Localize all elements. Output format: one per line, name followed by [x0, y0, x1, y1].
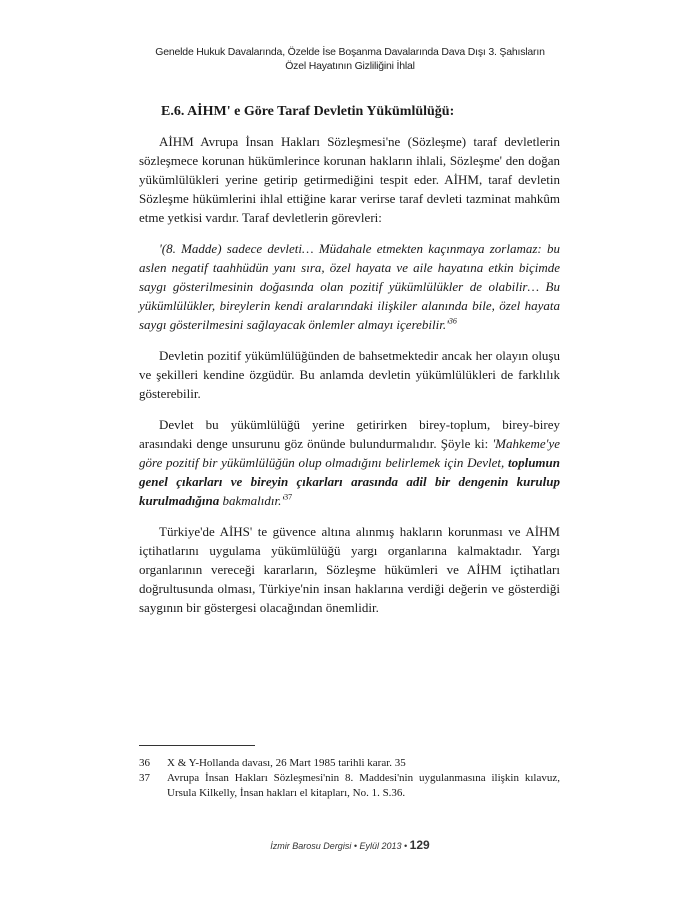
paragraph-1: AİHM Avrupa İnsan Hakları Sözleşmesi'ne (Sözleşme) taraf devletlerin sözleşmece korunan hükümlerince korunan hakların ihlali, Sözleşme' den doğan yükümlülükleri yerine getirip getirmediğini tespit eder. AİHM, taraf devletin Sözleşme hükümlerini ihlal ettiğine karar verirse taraf devleti tazminat mahkûm etme yetkisi vardır. Taraf devletlerin görevleri: [139, 134, 560, 225]
running-header [0, 45, 700, 73]
footnote-divider [139, 745, 255, 746]
paragraph-4-quote-end: bakmalıdır.' [219, 493, 285, 508]
page-number: 129 [409, 838, 430, 852]
footnote-ref-37: 37 [284, 492, 293, 502]
section-heading: E.6. AİHM' e Göre Taraf Devletin Yükümlülüğü: [161, 104, 455, 119]
page-footer [0, 838, 700, 852]
quote-paragraph [139, 239, 560, 334]
footnote-number: 37 [139, 772, 150, 784]
quote-text: '(8. Madde) sadece devleti… Müdahale etmekten kaçınmaya zorlamaz: bu aslen negatif taahhüdün yanı sıra, özel hayata ve aile hayatına etkin biçimde saygı gösterilmesinin doğasında olan pozitif yükümlülükler de olabilir… Bu yükümlülükler, bireylerin kendi aralarındaki ilişkiler alanında bile, özel hayata saygı gösterilmesini sağlayacak önlemler almayı içerebilir.' [139, 241, 560, 332]
footnote-text: X & Y-Hollanda davası, 26 Mart 1985 tarihli karar. 35 [167, 757, 406, 769]
footnote-text: Avrupa İnsan Hakları Sözleşmesi'nin 8. Maddesi'nin uygulanmasına ilişkin kılavuz, Ursula Kilkelly, İnsan hakları el kitapları, No. 1. S.36. [167, 772, 560, 799]
paragraph-5: Türkiye'de AİHS' te güvence altına alınmış hakların korunması ve AİHM içtihatlarını uygulama yükümlülüğü yargı organlarına kalmaktadır. Yargı organlarının vereceği kararların, Sözleşme hükümleri ve AİHM içtihatları doğrultusunda olması, Türkiye'nin insan haklarına verdiği değerin ve gösterdiği saygının bir göstergesi olacağından önemlidir. [139, 524, 560, 615]
footnote-37 [139, 771, 560, 801]
footnote-36 [139, 756, 560, 771]
page-body [139, 98, 560, 629]
paragraph-4-text: Devlet bu yükümlülüğü yerine getirirken birey-toplum, birey-birey arasındaki denge unsurunu göz önünde bulundurmalıdır. Şöyle ki: [139, 417, 560, 451]
paragraph-4-quote: 'Mahkeme'ye göre pozitif bir yükümlülüğün olup olmadığını belirlemek için Devlet, [139, 436, 560, 470]
paragraph-3: Devletin pozitif yükümlülüğünden de bahsetmektedir ancak her olayın oluşu ve şekilleri kendine özgüdür. Bu anlamda devletin yükümlülükleri de farklılık gösterebilir. [139, 348, 560, 401]
paragraph-4-emphasis: toplumun genel çıkarları ve bireyin çıkarları arasında adil bir dengenin kurulup kurulmadığına [139, 455, 560, 508]
footnote-number: 36 [139, 757, 150, 769]
journal-name: İzmir Barosu Dergisi • Eylül 2013 • [270, 841, 408, 851]
footnote-ref-36: 36 [448, 316, 457, 326]
paragraph-4 [139, 415, 560, 510]
running-header-line-1: Genelde Hukuk Davalarında, Özelde İse Boşanma Davalarında Dava Dışı 3. Şahısların [155, 46, 545, 58]
running-header-line-2: Özel Hayatının Gizliliğini İhlal [285, 60, 415, 72]
footnotes [139, 756, 560, 801]
